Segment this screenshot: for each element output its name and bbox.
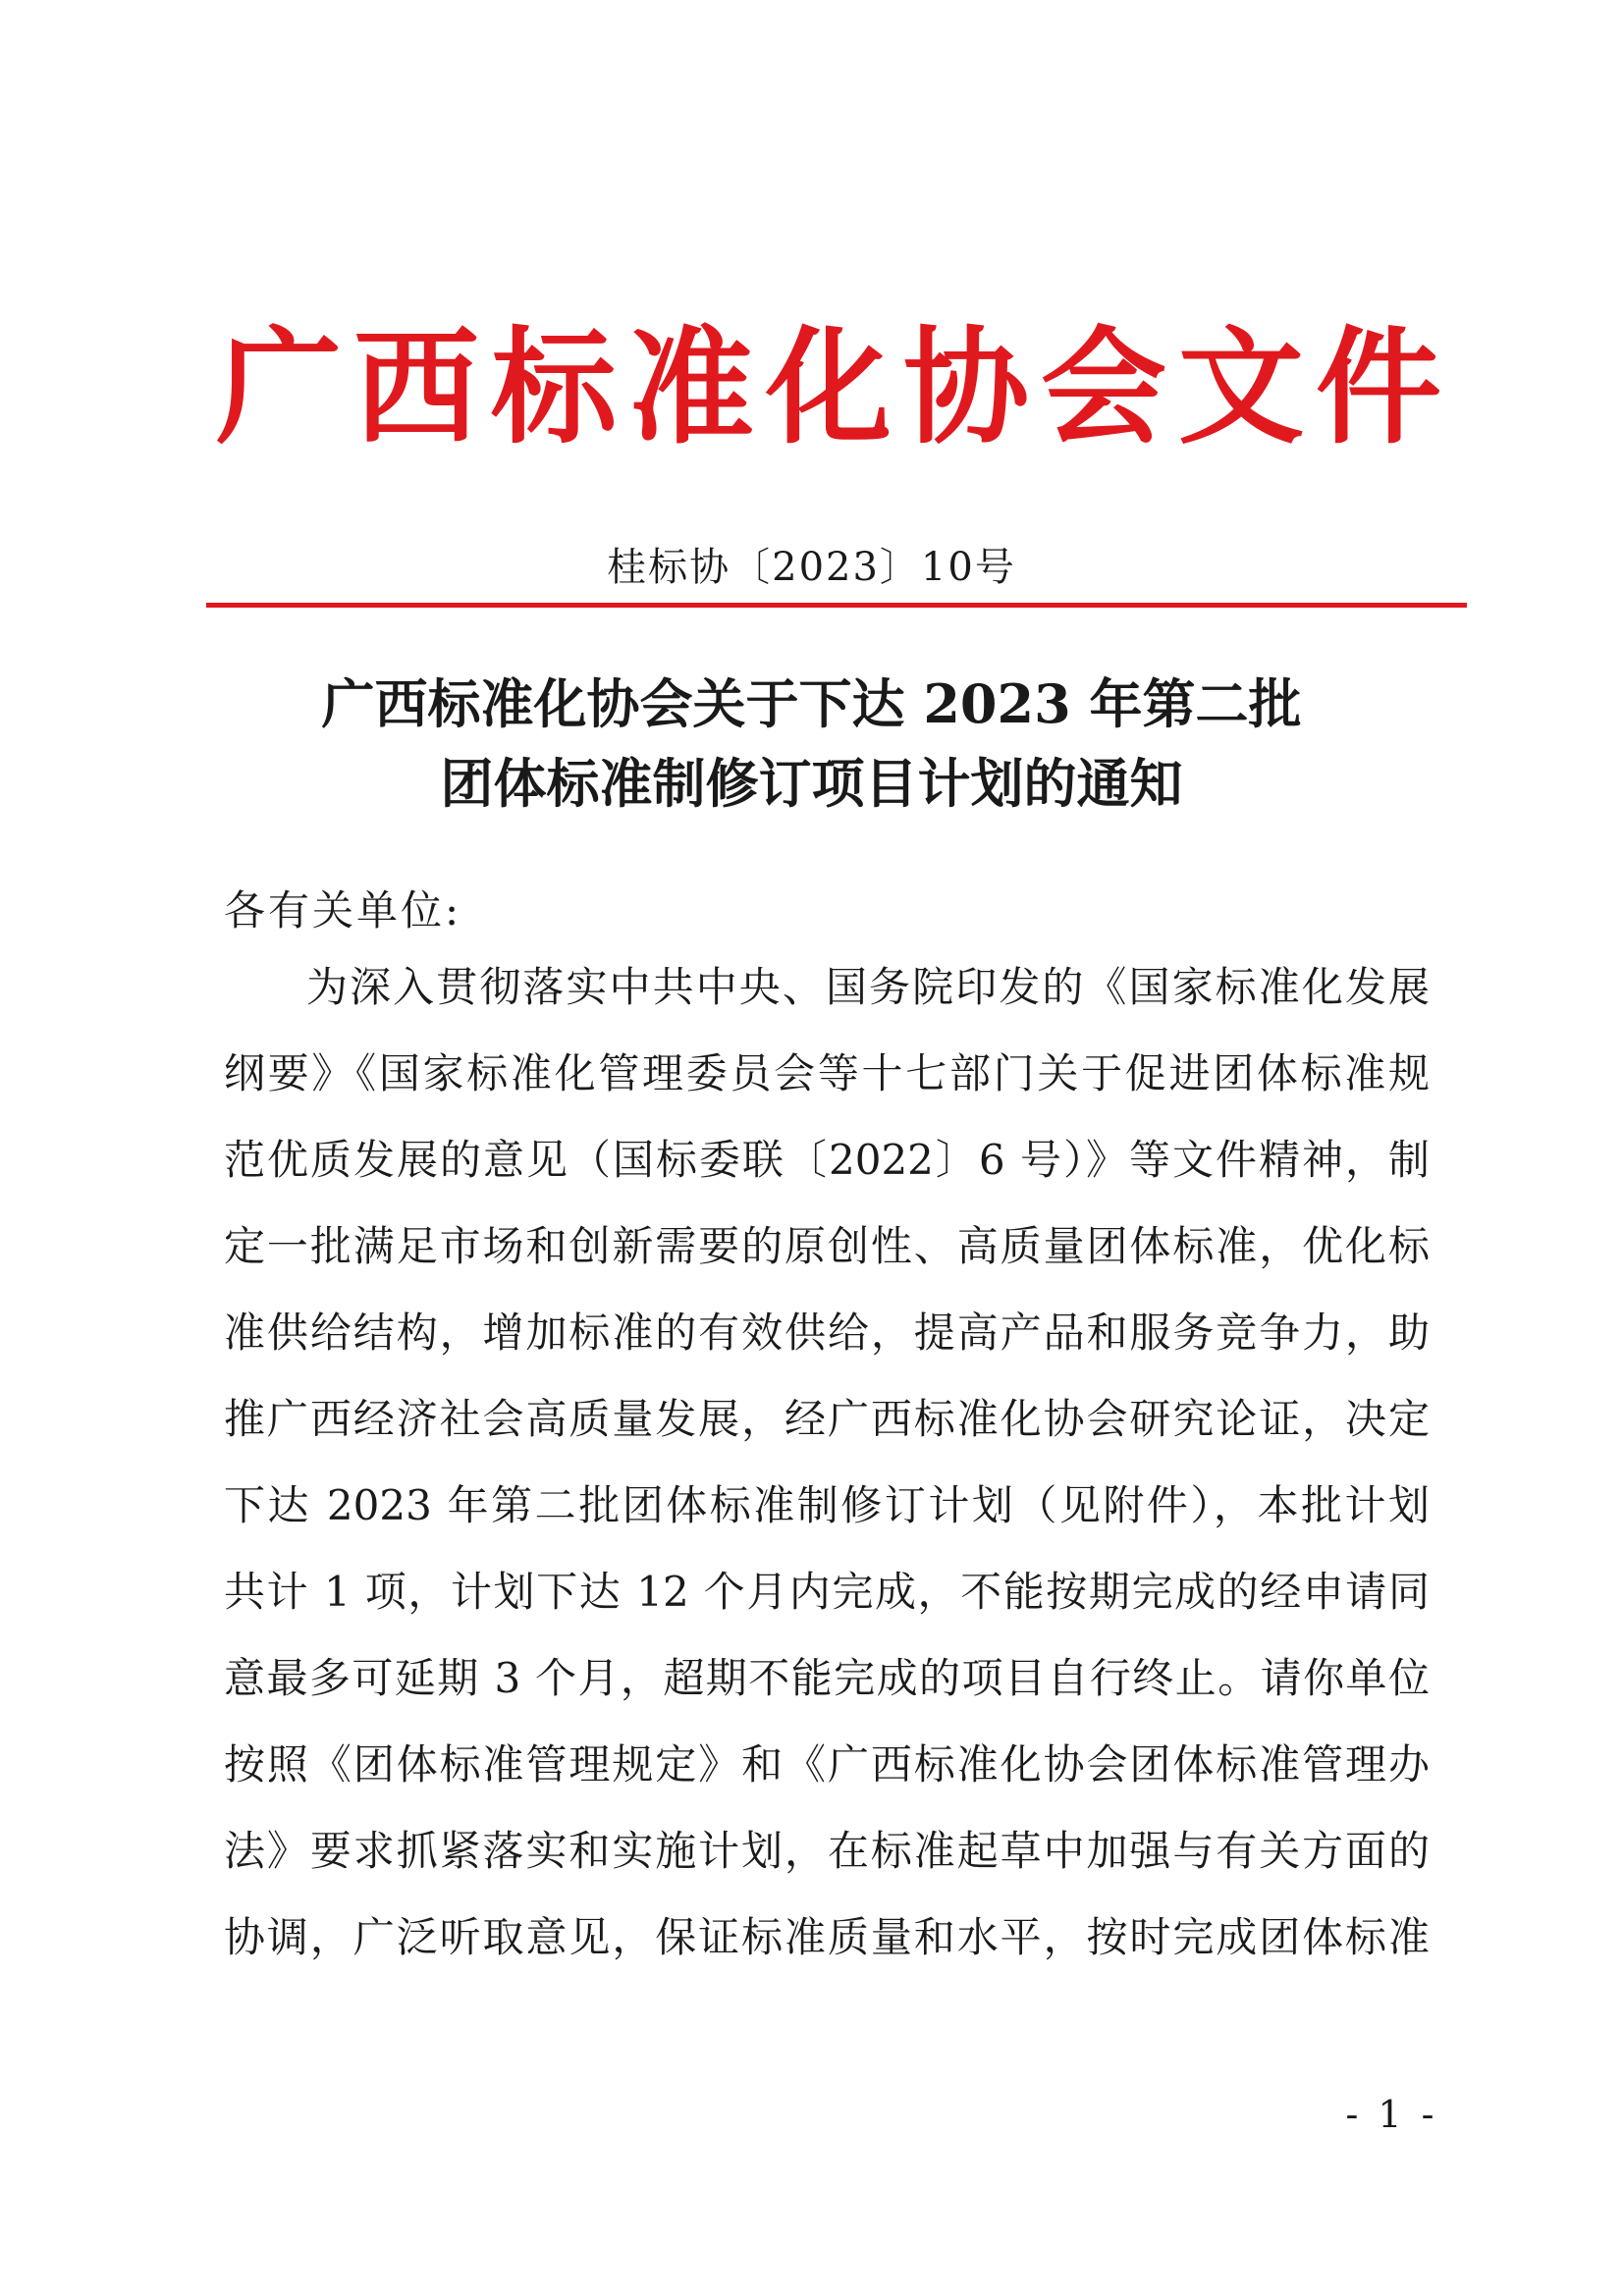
notice-title-line-1: 广西标准化协会关于下达 2023 年第二批 [321,672,1302,735]
salutation: 各有关单位: [224,886,462,934]
body-line: 推广西经济社会高质量发展，经广西标准化协会研究论证，决定 [224,1395,1430,1443]
body-line: 法》要求抓紧落实和实施计划，在标准起草中加强与有关方面的 [224,1827,1430,1875]
red-divider-line [206,603,1467,608]
notice-title-line-2: 团体标准制修订项目计划的通知 [440,752,1183,815]
body-line: 意最多可延期 3 个月，超期不能完成的项目自行终止。请你单位 [224,1654,1430,1702]
body-line: 定一批满足市场和创新需要的原创性、高质量团体标准，优化标 [224,1222,1430,1270]
page-number: - 1 - [1345,2093,1438,2136]
body-line: 范优质发展的意见（国标委联〔2022〕6 号）》等文件精神，制 [224,1136,1430,1184]
body-line: 为深入贯彻落实中共中央、国务院印发的《国家标准化发展 [306,963,1430,1011]
body-line: 协调，广泛听取意见，保证标准质量和水平，按时完成团体标准 [224,1913,1430,1961]
body-line: 按照《团体标准管理规定》和《广西标准化协会团体标准管理办 [224,1740,1430,1789]
document-header-title: 广西标准化协会文件 [216,314,1454,461]
body-line: 共计 1 项，计划下达 12 个月内完成，不能按期完成的经申请同 [224,1568,1430,1616]
body-line: 纲要》《国家标准化管理委员会等十七部门关于促进团体标准规 [224,1049,1430,1097]
document-number: 桂标协〔2023〕10号 [607,545,1016,590]
body-line: 下达 2023 年第二批团体标准制修订计划（见附件），本批计划 [224,1481,1430,1529]
body-line: 准供给结构，增加标准的有效供给，提高产品和服务竞争力，助 [224,1308,1430,1357]
